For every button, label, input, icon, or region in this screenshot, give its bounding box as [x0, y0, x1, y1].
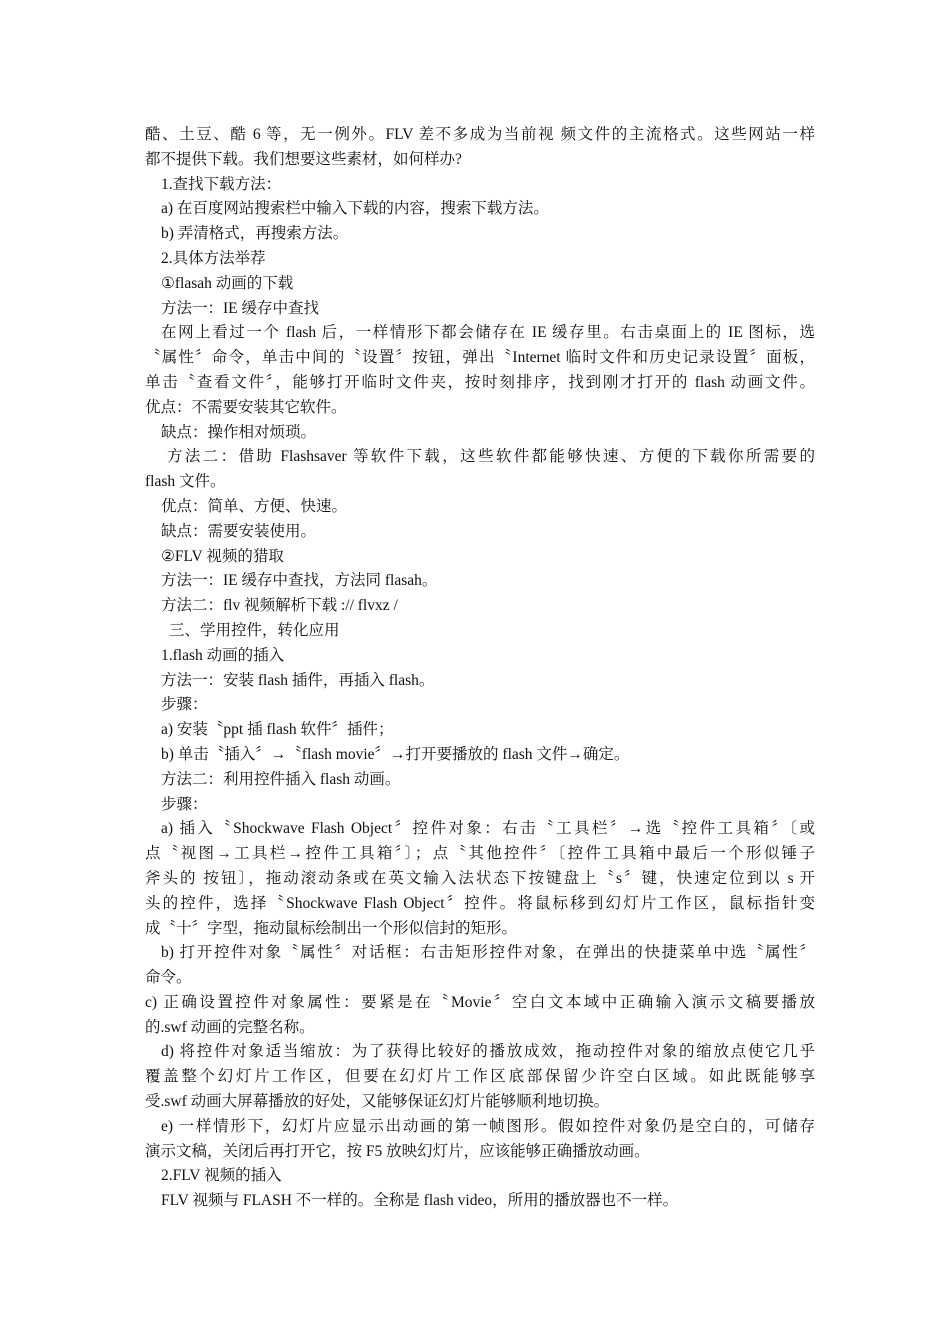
text-line: a) 插入〝Shockwave Flash Object〞控件对象：右击〝工具栏〞→选〝控件工具箱〞〔或: [161, 820, 815, 838]
text-line: c) 正确设置控件对象属性：要紧是在〝Movie〞空白文本域中正确输入演示文稿要播放: [145, 993, 815, 1011]
text-line: 演示文稿，关闭后再打开它，按 F5 放映幻灯片，应该能够正确播放动画。: [145, 1142, 650, 1160]
text-line: 方法一：IE 缓存中查找: [161, 299, 320, 317]
text-line: flash 文件。: [145, 473, 226, 491]
text-line: 覆盖整个幻灯片工作区，但要在幻灯片工作区底部保留少许空白区域。如此既能够享: [145, 1068, 815, 1086]
text-line: 方法二：借助 Flashsaver 等软件下载，这些软件都能够快速、方便的下载你所需要的: [167, 448, 815, 466]
text-line: 受.swf 动画大屏幕播放的好处，又能够保证幻灯片能够顺利地切换。: [145, 1093, 610, 1111]
text-line: 头的控件，选择〝Shockwave Flash Object〞控件。将鼠标移到幻灯片工作区，鼠标指针变: [145, 894, 815, 912]
text-line: 命令。: [145, 969, 192, 987]
text-line: a) 在百度网站搜索栏中输入下载的内容，搜索下载方法。: [161, 200, 549, 218]
text-line: b) 打开控件对象〝属性〞对话框：右击矩形控件对象，在弹出的快捷菜单中选〝属性〞: [161, 944, 815, 962]
text-line: 斧头的 按钮〕，拖动滚动条或在英文输入法状态下按键盘上〝s〞键，快速定位到以 s 开: [145, 869, 815, 887]
text-line: 成〝十〞字型，拖动鼠标绘制出一个形似信封的矩形。: [145, 919, 518, 937]
text-line: 优点：简单、方便、快速。: [161, 497, 348, 515]
text-line: ②FLV 视频的猎取: [161, 547, 284, 565]
text-line: 优点：不需要安装其它软件。: [145, 398, 347, 416]
text-line: 1.flash 动画的插入: [161, 646, 285, 664]
text-line: 缺点：需要安装使用。: [161, 522, 317, 540]
text-line: 酷、土豆、酷 6 等，无一例外。FLV 差不多成为当前视 频文件的主流格式。这些网站一样: [145, 126, 815, 143]
text-line: FLV 视频与 FLASH 不一样的。全称是 flash video，所用的播放器也不一样。: [161, 1192, 679, 1210]
document-body: [145, 123, 815, 1214]
text-line: 方法二：flv 视频解析下载 :// flvxz /: [161, 597, 398, 615]
text-line: 方法二：利用控件插入 flash 动画。: [161, 770, 401, 788]
text-line: 步骤：: [161, 696, 208, 714]
text-line: e) 一样情形下，幻灯片应显示出动画的第一帧图形。假如控件对象仍是空白的，可储存: [161, 1117, 815, 1135]
text-line: 2.FLV 视频的插入: [161, 1167, 282, 1185]
text-line: 2.具体方法举荐: [161, 249, 266, 267]
text-line: 方法一：IE 缓存中查找，方法同 flasah。: [161, 572, 438, 590]
text-line: a) 安装〝ppt 插 flash 软件〞插件；: [161, 721, 394, 739]
text-line: 点〝视图→工具栏→控件工具箱〞〕；点〝其他控件〞〔控件工具箱中最后一个形似锤子: [145, 845, 815, 863]
text-line: b) 单击〝插入〞→〝flash movie〞→打开要播放的 flash 文件→确定。: [161, 745, 630, 763]
text-line: b) 弄清格式，再搜索方法。: [161, 225, 349, 243]
text-line: 1.查找下载方法：: [161, 175, 282, 193]
text-line: 方法一：安装 flash 插件，再插入 flash。: [161, 671, 435, 689]
text-line: 单击〝查看文件〞，能够打开临时文件夹，按时刻排序，找到刚才打开的 flash 动画文件。: [145, 373, 815, 391]
text-line: 在网上看过一个 flash 后，一样情形下都会储存在 IE 缓存里。右击桌面上的 IE 图标，选: [161, 324, 815, 342]
text-line: 的.swf 动画的完整名称。: [145, 1018, 315, 1036]
text-line: ①flasah 动画的下载: [161, 274, 294, 292]
text-line: 〝属性〞命令，单击中间的〝设置〞按钮，弹出〝Internet 临时文件和历史记录设置〞面板，: [145, 349, 815, 367]
text-line: d) 将控件对象适当缩放：为了获得比较好的播放成效，拖动控件对象的缩放点使它几乎: [161, 1043, 815, 1061]
text-line: 缺点：操作相对烦琐。: [161, 423, 317, 441]
text-line: 都不提供下载。我们想要这些素材，如何样办?: [145, 150, 462, 168]
text-line: 步骤：: [161, 795, 208, 813]
text-line: 三、学用控件，转化应用: [169, 621, 340, 639]
